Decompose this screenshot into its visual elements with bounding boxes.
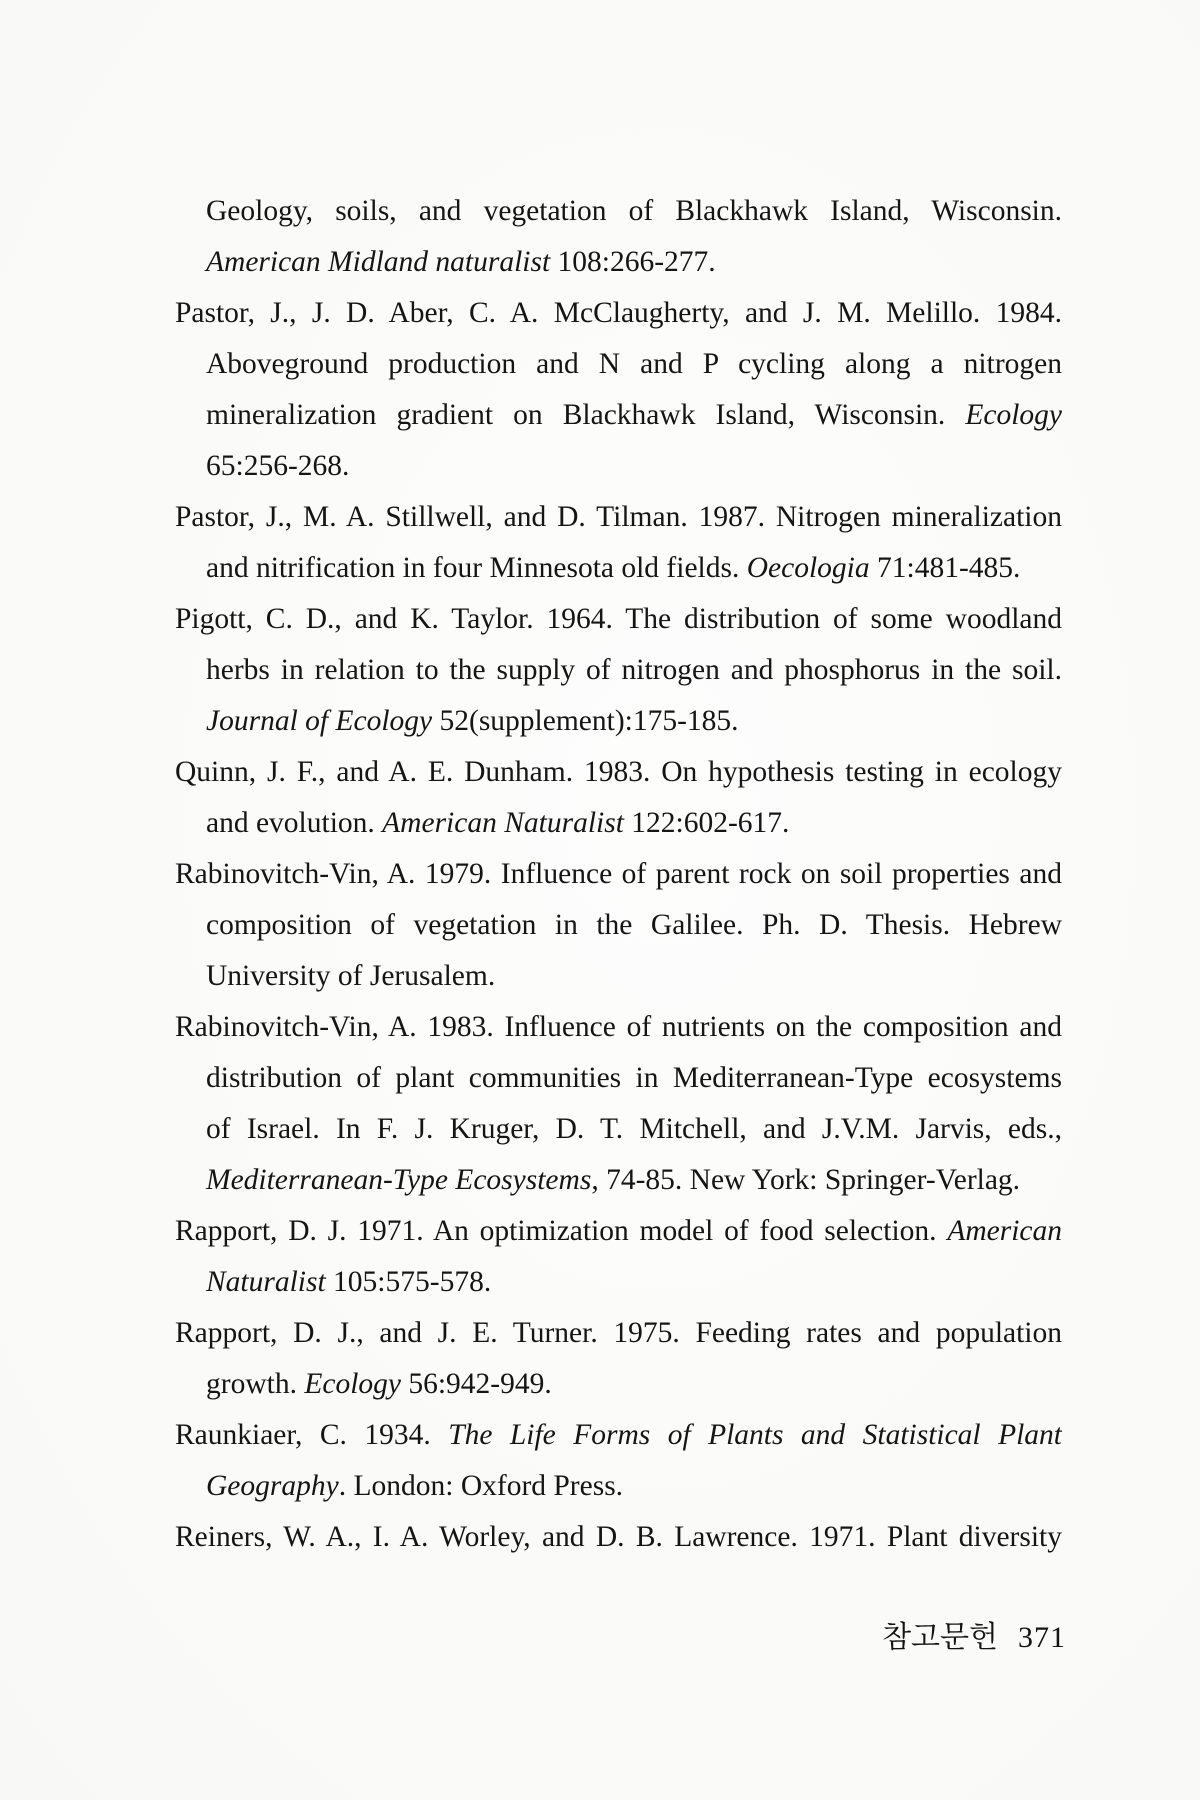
reference-line: [175, 1410, 1062, 1461]
footer-section-label: 참고문헌: [882, 1621, 998, 1654]
reference-line: [206, 339, 1062, 390]
journal-title-segment: Naturalist: [206, 1266, 326, 1298]
text-segment: Geology, soils, and vegetation of Blackhawk Island, Wisconsin.: [206, 195, 1062, 227]
text-segment: Quinn, J. F., and A. E. Dunham. 1983. On hypothesis testing in ecology: [175, 756, 1062, 788]
journal-title-segment: Oecologia: [746, 552, 870, 584]
text-segment: mineralization gradient on Blackhawk Island, Wisconsin.: [206, 399, 966, 431]
journal-title-segment: American Naturalist: [382, 807, 624, 839]
reference-line: [206, 798, 1062, 849]
text-segment: University of Jerusalem.: [206, 960, 496, 992]
text-segment: 65:256-268.: [206, 450, 350, 482]
journal-title-segment: American Midland naturalist: [206, 246, 551, 278]
reference-line: [175, 288, 1062, 339]
text-segment: Rapport, D. J. 1971. An optimization model of food selection.: [175, 1215, 948, 1247]
reference-line: [206, 441, 1062, 492]
text-segment: . London: Oxford Press.: [338, 1470, 624, 1502]
reference-line: [206, 390, 1062, 441]
reference-line: [206, 645, 1062, 696]
text-segment: , 74-85. New York: Springer-Verlag.: [591, 1164, 1021, 1196]
reference-line: [175, 849, 1062, 900]
text-segment: Rabinovitch-Vin, A. 1983. Influence of nutrients on the composition and: [175, 1011, 1062, 1043]
text-segment: Pastor, J., M. A. Stillwell, and D. Tilman. 1987. Nitrogen mineralization: [175, 501, 1062, 533]
reference-line: [206, 1257, 1062, 1308]
text-segment: and evolution.: [206, 807, 383, 839]
text-segment: 71:481-485.: [869, 552, 1021, 584]
reference-line: [175, 1512, 1062, 1563]
journal-title-segment: Ecology: [304, 1368, 401, 1400]
reference-line: [206, 1359, 1062, 1410]
journal-title-segment: Ecology: [965, 399, 1062, 431]
reference-line: [175, 747, 1062, 798]
text-segment: Raunkiaer, C. 1934.: [175, 1419, 449, 1451]
reference-line: [206, 1461, 1062, 1512]
text-segment: 122:602-617.: [623, 807, 790, 839]
text-segment: Reiners, W. A., I. A. Worley, and D. B. Lawrence. 1971. Plant diversity: [175, 1521, 1062, 1553]
reference-line: [206, 186, 1062, 237]
text-segment: of Israel. In F. J. Kruger, D. T. Mitchell, and J.V.M. Jarvis, eds.,: [206, 1113, 1062, 1145]
text-segment: and nitrification in four Minnesota old fields.: [206, 552, 747, 584]
text-segment: composition of vegetation in the Galilee. Ph. D. Thesis. Hebrew: [206, 909, 1062, 941]
references-list: [175, 186, 1062, 1563]
reference-line: [206, 900, 1062, 951]
journal-title-segment: Geography: [206, 1470, 339, 1502]
journal-title-segment: Journal of Ecology: [206, 705, 433, 737]
reference-line: [206, 696, 1062, 747]
reference-line: [175, 1206, 1062, 1257]
reference-line: [206, 1053, 1062, 1104]
reference-line: [206, 951, 1062, 1002]
text-segment: growth.: [206, 1368, 305, 1400]
reference-line: [175, 1308, 1062, 1359]
reference-line: [206, 1104, 1062, 1155]
reference-line: [206, 1155, 1062, 1206]
reference-line: [175, 492, 1062, 543]
page-number: 371: [1018, 1621, 1066, 1654]
reference-line: [206, 543, 1062, 594]
page-footer: [0, 1612, 1066, 1663]
reference-line: [206, 237, 1062, 288]
journal-title-segment: The Life Forms of Plants and Statistical Plant: [448, 1419, 1062, 1451]
reference-line: [175, 594, 1062, 645]
text-segment: 56:942-949.: [400, 1368, 552, 1400]
text-segment: 105:575-578.: [325, 1266, 492, 1298]
text-segment: Pigott, C. D., and K. Taylor. 1964. The distribution of some woodland: [175, 603, 1062, 635]
journal-title-segment: Mediterranean-Type Ecosystems: [206, 1164, 592, 1196]
text-segment: herbs in relation to the supply of nitrogen and phosphorus in the soil.: [206, 654, 1062, 686]
text-segment: Rapport, D. J., and J. E. Turner. 1975. Feeding rates and population: [175, 1317, 1062, 1349]
text-segment: 52(supplement):175-185.: [432, 705, 739, 737]
text-segment: Aboveground production and N and P cycling along a nitrogen: [206, 348, 1062, 380]
reference-line: [175, 1002, 1062, 1053]
journal-title-segment: American: [947, 1215, 1062, 1247]
text-segment: distribution of plant communities in Mediterranean-Type ecosystems: [206, 1062, 1062, 1094]
text-segment: Rabinovitch-Vin, A. 1979. Influence of parent rock on soil properties and: [175, 858, 1062, 890]
text-segment: 108:266-277.: [550, 246, 716, 278]
text-segment: Pastor, J., J. D. Aber, C. A. McClaugherty, and J. M. Melillo. 1984.: [175, 297, 1062, 329]
